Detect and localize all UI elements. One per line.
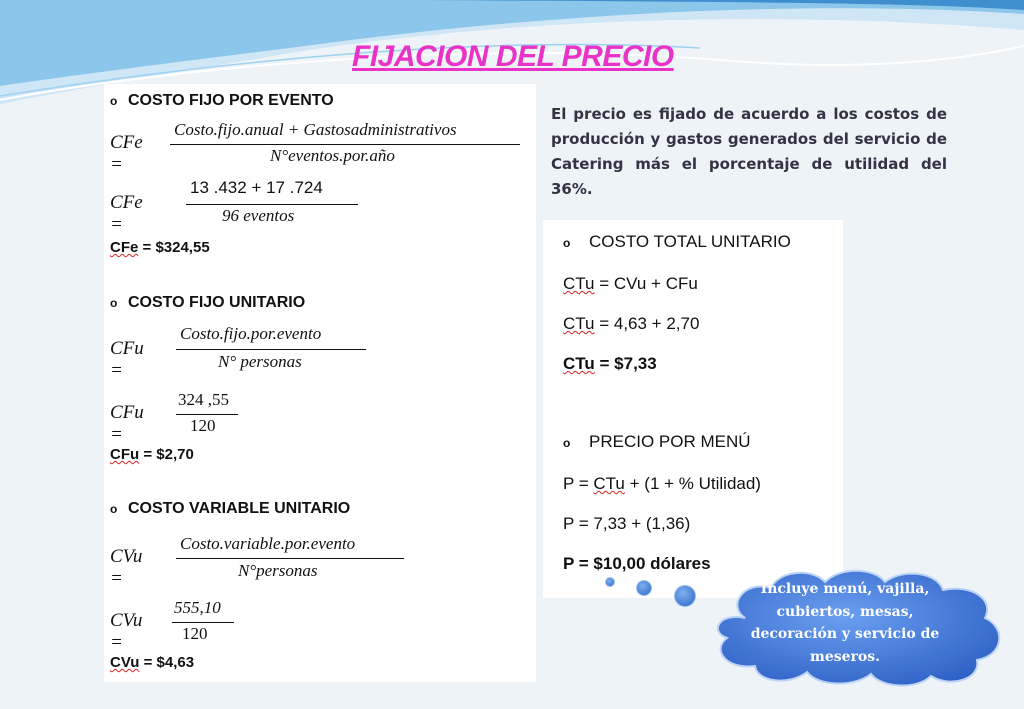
ctu-result: CTu = $7,33 [563,354,657,373]
heading-costo-fijo-por-evento: o COSTO FIJO POR EVENTO [110,92,334,109]
thought-dot-medium [636,580,652,596]
ctu-values: CTu = 4,63 + 2,70 [563,314,700,333]
heading-costo-fijo-unitario: o COSTO FIJO UNITARIO [110,294,306,311]
totals-panel [543,220,843,598]
bullet-icon: o [110,94,118,108]
price-values: P = 7,33 + (1,36) [563,514,691,533]
price-formula: P = CTu + (1 + % Utilidad) [563,474,761,493]
slide-title: FIJACION DEL PRECIO [352,40,674,73]
thought-dot-large [674,585,696,607]
cloud-callout-text: Incluye menú, vajilla, cubiertos, mesas, decoración y servicio de meseros. [750,581,940,665]
heading-costo-total-unitario: o COSTO TOTAL UNITARIO [563,232,791,251]
ctu-formula: CTu = CVu + CFu [563,274,698,293]
bullet-icon: o [563,236,571,250]
thought-dot-small [605,577,615,587]
bullet-icon: o [110,502,118,516]
bullet-icon: o [110,296,118,310]
result-cvu: CVu = $4,63 [110,654,195,671]
heading-costo-variable-unitario: o COSTO VARIABLE UNITARIO [110,500,351,517]
formulas-panel: o COSTO FIJO POR EVENTO CFe = Costo.fijo.anual + Gastosadministrativos N°eventos.por.año CFe = 13 .432 + 17 .724 96 eventos CFe = $324,55 o COSTO FIJO UNITARIO CFu = Costo.fijo.por.evento N° personas CFu = 324 ,55 120 CFu = $2,70 o COSTO VARIABLE UNITARIO CVu = Costo.variable.por.evento N°personas CVu = 555,10 120 CVu = $4,63 [104,84,536,682]
result-cfu: CFu = $2,70 [110,446,194,463]
pricing-description: El precio es fijado de acuerdo a los costos de producción y gastos generados del servicio de Catering más el porcentaje de utilidad del 36%. [551,105,947,198]
price-result: P = $10,00 dólares [563,554,711,573]
bullet-icon: o [563,436,571,450]
heading-precio-por-menu: o PRECIO POR MENÚ [563,432,751,451]
result-cfe: CFe = $324,55 [110,239,210,256]
